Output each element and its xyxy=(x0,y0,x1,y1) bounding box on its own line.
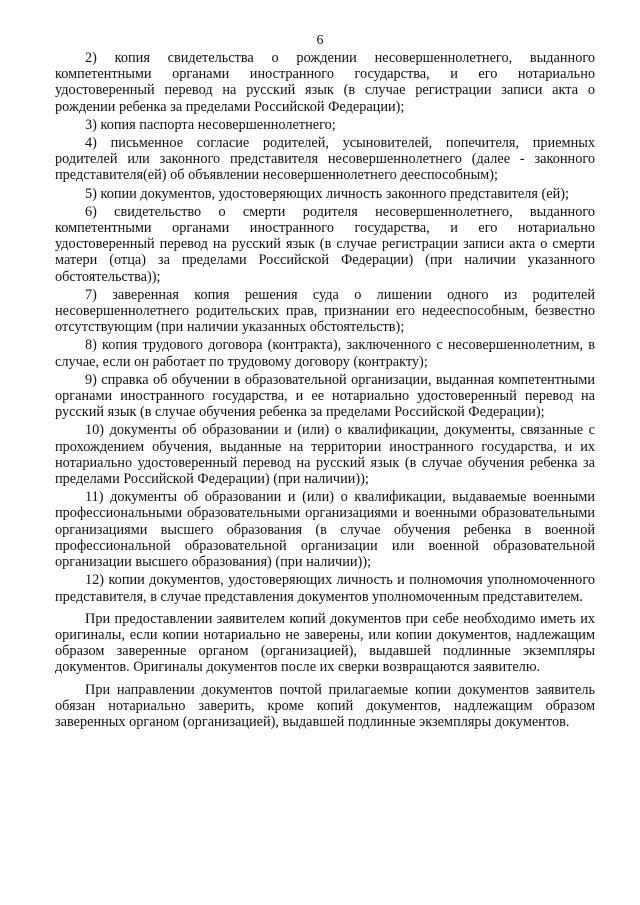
list-item-8: 8) копия трудового договора (контракта), заключенного с несовершеннолетним, в случае, если он работает по трудовому договору (контракту); xyxy=(55,337,595,370)
list-item-5: 5) копии документов, удостоверяющих личность законного представителя (ей); xyxy=(85,185,570,202)
list-item-12: 12) копии документов, удостоверяющих личность и полномочия уполномоченного представителя, в случае представления документов уполномоченным представителем. xyxy=(55,572,595,605)
list-item-4: 4) письменное согласие родителей, усыновителей, попечителя, приемных родителей или законного представителя несовершеннолетнего (далее - законного представителя(ей) об объявлении несовершеннолетнего дееспособным); xyxy=(55,135,595,184)
page-number: 6 xyxy=(316,33,324,48)
document-body xyxy=(55,50,595,732)
list-item-2: 2) копия свидетельства о рождении несовершеннолетнего, выданного компетентными органами иностранного государства, и его нотариально удостоверенный перевод на русский язык (в случае регистрации записи акта о рождении ребенка за пределами Российской Федерации); xyxy=(55,50,595,115)
list-item-10: 10) документы об образовании и (или) о квалификации, документы, связанные с прохождением обучения, выданные на территории иностранного государства, и их нотариально удостоверенный перевод на русский язык (в случае обучения ребенка за пределами Российской Федерации) (при наличии)); xyxy=(55,422,595,488)
list-item-3: 3) копия паспорта несовершеннолетнего; xyxy=(85,116,336,133)
paragraph-postal: При направлении документов почтой прилагаемые копии документов заявитель обязан нотариально заверить, кроме копий документов, надлежащим образом заверенных органом (организацией), выдавшей подлинные экземпляры документов. xyxy=(55,681,595,730)
list-item-7: 7) заверенная копия решения суда о лишении одного из родителей несовершеннолетнего родительских прав, признании его недееспособным, безвестно отсутствующим (при наличии указанных обстоятельств); xyxy=(55,286,595,336)
list-item-6: 6) свидетельство о смерти родителя несовершеннолетнего, выданного компетентными органами иностранного государства, и его нотариально удостоверенный перевод на русский язык (в случае регистрации записи акта о смерти матери (отца) за пределами Российской Федерации) (при наличии указанного обстоятельства)); xyxy=(55,203,595,285)
paragraph-originals: При предоставлении заявителем копий документов при себе необходимо иметь их оригиналы, если копии нотариально не заверены, или копии документов, надлежащим образом заверенные органом (организацией), выдавшей подлинные экземпляры документов. Оригиналы документов после их сверки возвращаются заявителю. xyxy=(55,610,595,676)
list-item-9: 9) справка об обучении в образовательной организации, выданная компетентными органами иностранного государства, и ее нотариально удостоверенный перевод на русский язык (в случае обучения ребенка за пределами Российской Федерации); xyxy=(55,371,595,421)
list-item-11: 11) документы об образовании и (или) о квалификации, выдаваемые военными профессиональными образовательными организациями и военными образовательными организациями высшего образования (в случае обучения ребенка в военной профессиональной образовательной организации или военной образовательной организации высшего образования) (при наличии)); xyxy=(55,489,595,571)
